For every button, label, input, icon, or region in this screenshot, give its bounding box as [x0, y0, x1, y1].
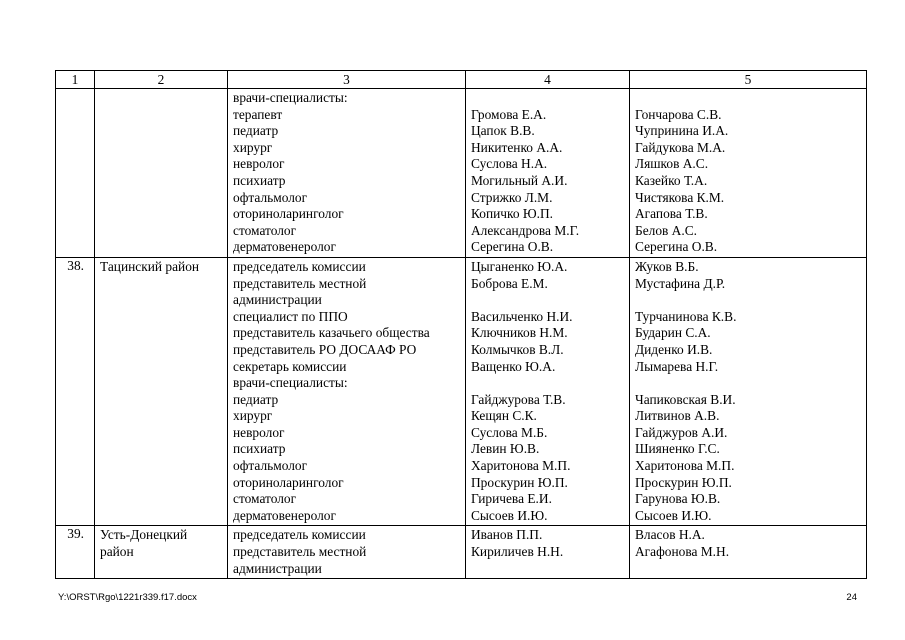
table-header — [56, 71, 867, 89]
main-member-line: Колмычков В.Л. — [471, 341, 564, 357]
reserve-member-line: Лымарева Н.Г. — [635, 358, 719, 374]
main-member-line: Суслова Н.А. — [471, 156, 548, 172]
role-line: психиатр — [233, 172, 286, 188]
main-member-line: Никитенко А.А. — [471, 139, 563, 155]
main-member-line: Могильный А.И. — [471, 172, 568, 188]
role-line: терапевт — [233, 106, 283, 122]
header-col-5: 5 — [630, 71, 867, 89]
header-col-4: 4 — [466, 71, 630, 89]
table-row — [56, 89, 867, 258]
reserve-member-line: Бударин С.А. — [635, 325, 711, 341]
main-member-line: Харитонова М.П. — [471, 458, 571, 474]
role-line: педиатр — [233, 391, 279, 407]
main-member-line — [471, 292, 625, 309]
role-line: представитель РО ДОСААФ РО — [233, 341, 417, 357]
main-member-line: Проскурин Ю.П. — [471, 474, 568, 490]
main-member-line: Кещян С.К. — [471, 408, 537, 424]
reserve-member-line: Чупринина И.А. — [635, 123, 729, 139]
main-member-line — [471, 90, 625, 107]
role-line: администрации — [233, 292, 322, 308]
main-member-cell — [466, 257, 630, 526]
header-col-2: 2 — [95, 71, 228, 89]
reserve-member-line — [635, 561, 862, 578]
main-member-cell — [466, 526, 630, 579]
role-line: дерматовенеролог — [233, 507, 336, 523]
role-line: представитель местной — [233, 275, 367, 291]
reserve-member-line: Проскурин Ю.П. — [635, 474, 732, 490]
role-line: стоматолог — [233, 491, 297, 507]
main-member-line: Ващенко Ю.А. — [471, 358, 556, 374]
row-number: 39. — [67, 526, 84, 542]
reserve-member-line: Казейко Т.А. — [635, 172, 708, 188]
reserve-member-line: Турчанинова К.В. — [635, 308, 737, 324]
main-member-line: Цыганенко Ю.А. — [471, 258, 568, 274]
district-line: район — [100, 544, 134, 560]
main-member-line: Гайджурова Т.В. — [471, 391, 566, 407]
role-line: администрации — [233, 560, 322, 576]
main-member-line: Иванов П.П. — [471, 527, 543, 543]
main-member-line — [471, 561, 625, 578]
reserve-member-line — [635, 90, 862, 107]
district-line: Тацинский район — [100, 258, 200, 274]
district-cell — [95, 89, 228, 258]
row-number-cell — [56, 257, 95, 526]
reserve-member-line: Харитонова М.П. — [635, 458, 735, 474]
row-number: 38. — [67, 257, 84, 273]
table-row — [56, 526, 867, 579]
role-line: офтальмолог — [233, 189, 308, 205]
reserve-member-line: Гончарова С.В. — [635, 106, 722, 122]
header-col-1: 1 — [56, 71, 95, 89]
reserve-member-line: Мустафина Д.Р. — [635, 275, 726, 291]
role-line: специалист по ППО — [233, 308, 348, 324]
role-line: врачи-специалисты: — [233, 375, 348, 391]
role-line: представитель казачьего общества — [233, 325, 430, 341]
main-member-line: Боброва Е.М. — [471, 275, 548, 291]
role-line: представитель местной — [233, 544, 367, 560]
role-line: стоматолог — [233, 222, 297, 238]
role-line: педиатр — [233, 123, 279, 139]
role-line: врачи-специалисты: — [233, 90, 348, 105]
main-member-line: Копичко Ю.П. — [471, 206, 554, 222]
main-member-line: Левин Ю.В. — [471, 441, 540, 457]
main-member-cell — [466, 89, 630, 258]
header-col-3: 3 — [228, 71, 466, 89]
row-number-cell — [56, 89, 95, 258]
row-number-cell — [56, 526, 95, 579]
role-line: оториноларинголог — [233, 474, 344, 490]
role-line: председатель комиссии — [233, 527, 366, 543]
role-line: оториноларинголог — [233, 206, 344, 222]
reserve-member-cell — [630, 257, 867, 526]
document-table — [55, 70, 867, 579]
main-member-line: Суслова М.Б. — [471, 424, 548, 440]
main-member-line: Александрова М.Г. — [471, 222, 580, 238]
reserve-member-line: Гайдукова М.А. — [635, 139, 726, 155]
role-cell — [228, 526, 466, 579]
main-member-line: Цапок В.В. — [471, 123, 535, 139]
role-line: председатель комиссии — [233, 258, 366, 274]
role-cell — [228, 89, 466, 258]
reserve-member-line: Литвинов А.В. — [635, 408, 720, 424]
role-line: офтальмолог — [233, 458, 308, 474]
main-member-line: Сысоев И.Ю. — [471, 507, 548, 523]
role-line: хирург — [233, 139, 273, 155]
reserve-member-line: Ляшков А.С. — [635, 156, 709, 172]
reserve-member-cell — [630, 89, 867, 258]
reserve-member-line: Сысоев И.Ю. — [635, 507, 712, 523]
main-member-line: Стрижко Л.М. — [471, 189, 553, 205]
role-line: секретарь комиссии — [233, 358, 347, 374]
main-member-line: Гиричева Е.И. — [471, 491, 552, 507]
main-member-line: Серегина О.В. — [471, 239, 554, 255]
table-row — [56, 257, 867, 526]
table-body — [56, 89, 867, 579]
main-member-line: Ключников Н.М. — [471, 325, 568, 341]
reserve-member-cell — [630, 526, 867, 579]
reserve-member-line: Власов Н.А. — [635, 527, 705, 543]
reserve-member-line — [635, 292, 862, 309]
role-line: невролог — [233, 424, 285, 440]
reserve-member-line: Чапиковская В.И. — [635, 391, 736, 407]
main-member-line: Васильченко Н.И. — [471, 308, 573, 324]
main-member-line — [471, 375, 625, 392]
district-cell — [95, 526, 228, 579]
main-member-line: Громова Е.А. — [471, 106, 547, 122]
footer-file-path: Y:\ORST\Rgo\1221r339.f17.docx — [58, 592, 197, 603]
reserve-member-line: Агапова Т.В. — [635, 206, 708, 222]
district-cell — [95, 257, 228, 526]
main-member-line: Кириличев Н.Н. — [471, 544, 564, 560]
role-line: невролог — [233, 156, 285, 172]
role-line: хирург — [233, 408, 273, 424]
reserve-member-line — [635, 375, 862, 392]
reserve-member-line: Жуков В.Б. — [635, 258, 699, 274]
reserve-member-line: Агафонова М.Н. — [635, 544, 730, 560]
role-line: психиатр — [233, 441, 286, 457]
district-line: Усть-Донецкий — [100, 527, 188, 543]
reserve-member-line: Белов А.С. — [635, 222, 697, 238]
reserve-member-line: Гайджуров А.И. — [635, 424, 728, 440]
page-number: 24 — [846, 592, 857, 603]
reserve-member-line: Гарунова Ю.В. — [635, 491, 721, 507]
reserve-member-line: Шияненко Г.С. — [635, 441, 720, 457]
reserve-member-line: Диденко И.В. — [635, 341, 713, 357]
role-cell — [228, 257, 466, 526]
reserve-member-line: Чистякова К.М. — [635, 189, 725, 205]
row-number — [56, 89, 94, 106]
reserve-member-line: Серегина О.В. — [635, 239, 718, 255]
role-line: дерматовенеролог — [233, 239, 336, 255]
